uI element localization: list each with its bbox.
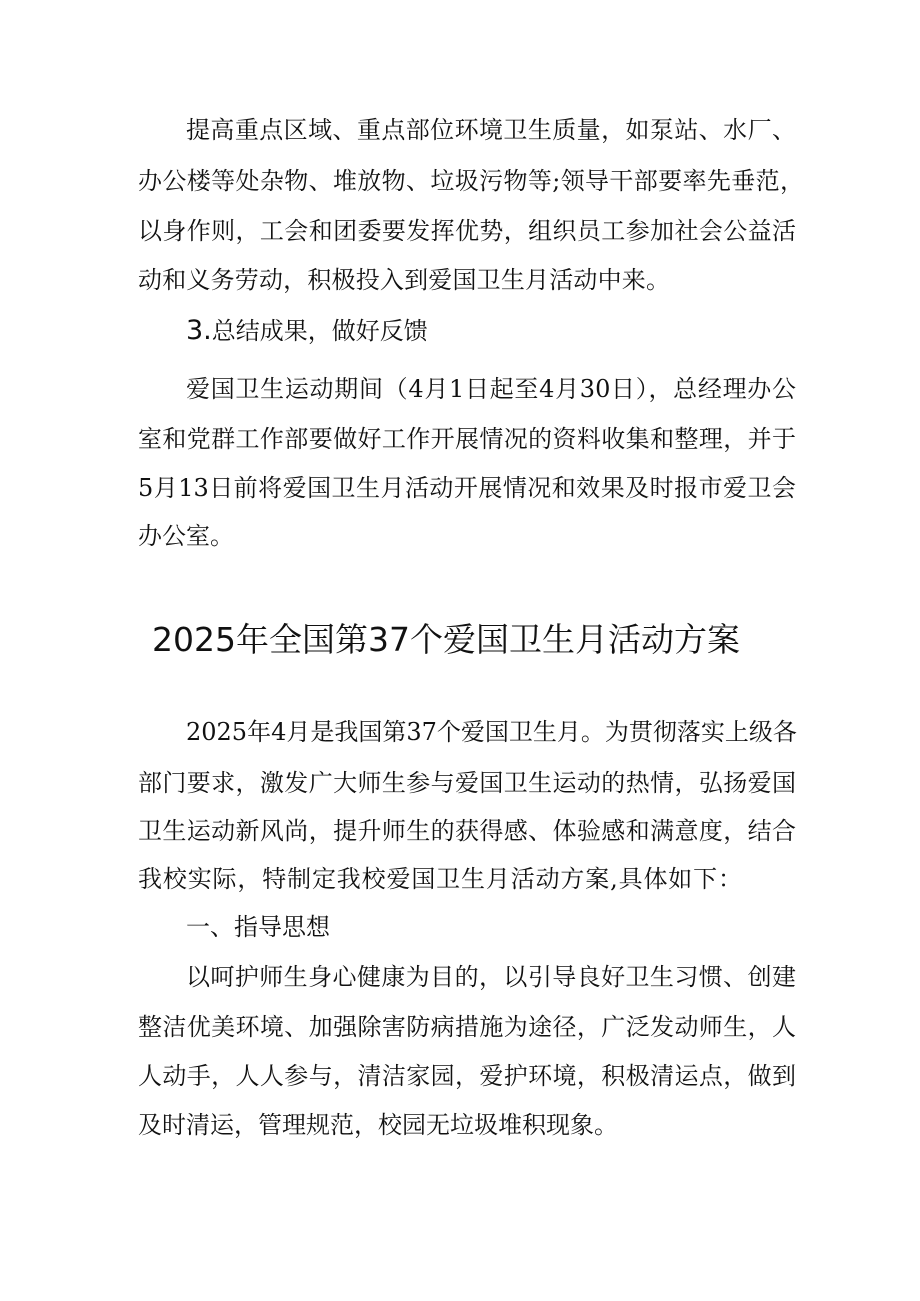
subheading	[186, 316, 428, 346]
paragraph-line: 我校实际，特制定我校爱国卫生月活动方案,具体如下：	[138, 865, 742, 893]
paragraph-line: 人动手，人人参与，清洁家园，爱护环境，积极清运点，做到	[138, 1062, 796, 1090]
paragraph-line: 部门要求，激发广大师生参与爱国卫生运动的热情，弘扬爱国	[138, 769, 796, 797]
paragraph-line: 提高重点区域、重点部位环境卫生质量，如泵站、水厂、	[186, 116, 796, 144]
paragraph-line: 卫生运动新风尚，提升师生的获得感、体验感和满意度，结合	[138, 817, 796, 845]
document-title: 2025年全国第37个爱国卫生月活动方案	[152, 620, 740, 659]
paragraph-line: 室和党群工作部要做好工作开展情况的资料收集和整理，并于	[138, 425, 796, 453]
paragraph-line: 5月13日前将爱国卫生月活动开展情况和效果及时报市爱卫会	[138, 474, 796, 502]
paragraph-line: 动和义务劳动，积极投入到爱国卫生月活动中来。	[138, 266, 670, 294]
paragraph-line: 以身作则，工会和团委要发挥优势，组织员工参加社会公益活	[138, 217, 796, 245]
paragraph-line: 办公室。	[138, 522, 234, 550]
subheading-number: 3.	[186, 315, 212, 346]
paragraph-line: 及时清运，管理规范，校园无垃圾堆积现象。	[138, 1111, 618, 1139]
paragraph-line: 2025年4月是我国第37个爱国卫生月。为贯彻落实上级各	[186, 718, 797, 746]
paragraph-line: 整洁优美环境、加强除害防病措施为途径，广泛发动师生，人	[138, 1013, 796, 1041]
subheading-text: 总结成果，做好反馈	[211, 317, 428, 345]
paragraph-line: 办公楼等处杂物、堆放物、垃圾污物等;领导干部要率先垂范，	[138, 167, 804, 195]
section-heading: 一、指导思想	[186, 913, 330, 941]
paragraph-line: 爱国卫生运动期间（4月1日起至4月30日），总经理办公	[186, 375, 796, 403]
paragraph-line: 以呵护师生身心健康为目的，以引导良好卫生习惯、创建	[186, 963, 796, 991]
